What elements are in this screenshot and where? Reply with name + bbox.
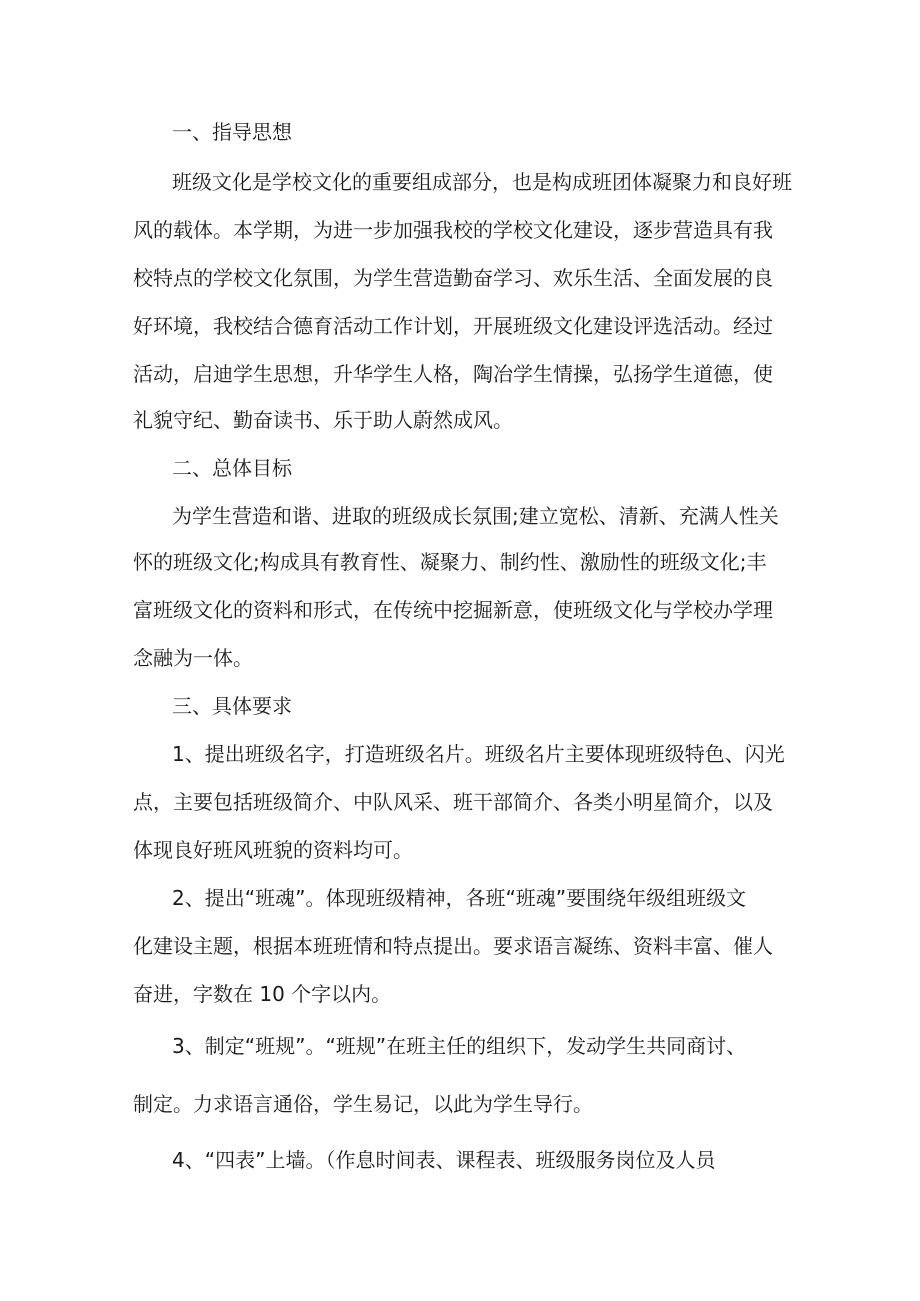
paragraph-line: 校特点的学校文化氛围，为学生营造勤奋学习、欢乐生活、全面发展的良 [133,266,773,290]
section-heading: 一、指导思想 [172,120,292,144]
paragraph-line: 点，主要包括班级简介、中队风采、班干部简介、各类小明星简介，以及 [133,790,773,814]
paragraph-line: 3、制定“班规”。“班规”在班主任的组织下，发动学生共同商讨、 [172,1034,747,1058]
paragraph-line: 好环境，我校结合德育活动工作计划，开展班级文化建设评选活动。经过 [133,314,773,338]
paragraph-line: 为学生营造和谐、进取的班级成长氛围;建立宽松、清新、充满人性关 [172,504,779,528]
paragraph-line: 2、提出“班魂”。体现班级精神，各班“班魂”要围绕年级组班级文 [172,886,747,910]
paragraph-line: 化建设主题，根据本班班情和特点提出。要求语言凝练、资料丰富、催人 [133,934,773,958]
paragraph-line: 怀的班级文化;构成具有教育性、凝聚力、制约性、激励性的班级文化;丰 [133,550,767,574]
paragraph-line: 体现良好班风班貌的资料均可。 [133,838,413,862]
section-heading: 三、具体要求 [172,694,292,718]
paragraph-line: 礼貌守纪、勤奋读书、乐于助人蔚然成风。 [133,408,513,432]
paragraph-line: 念融为一体。 [133,646,253,670]
paragraph-line: 班级文化是学校文化的重要组成部分，也是构成班团体凝聚力和良好班 [172,170,792,194]
paragraph-line: 制定。力求语言通俗，学生易记，以此为学生导行。 [133,1092,593,1116]
paragraph-line: 4、“四表”上墙。（作息时间表、课程表、班级服务岗位及人员 [172,1148,716,1172]
paragraph-line: 活动，启迪学生思想，升华学生人格，陶冶学生情操，弘扬学生道德，使 [133,362,773,386]
paragraph-line: 风的载体。本学期，为进一步加强我校的学校文化建设，逐步营造具有我 [133,218,773,242]
paragraph-line: 富班级文化的资料和形式，在传统中挖掘新意，使班级文化与学校办学理 [133,598,773,622]
paragraph-line: 奋进，字数在 10 个字以内。 [133,982,392,1006]
section-heading: 二、总体目标 [172,456,292,480]
paragraph-line: 1、提出班级名字，打造班级名片。班级名片主要体现班级特色、闪光 [172,742,785,766]
